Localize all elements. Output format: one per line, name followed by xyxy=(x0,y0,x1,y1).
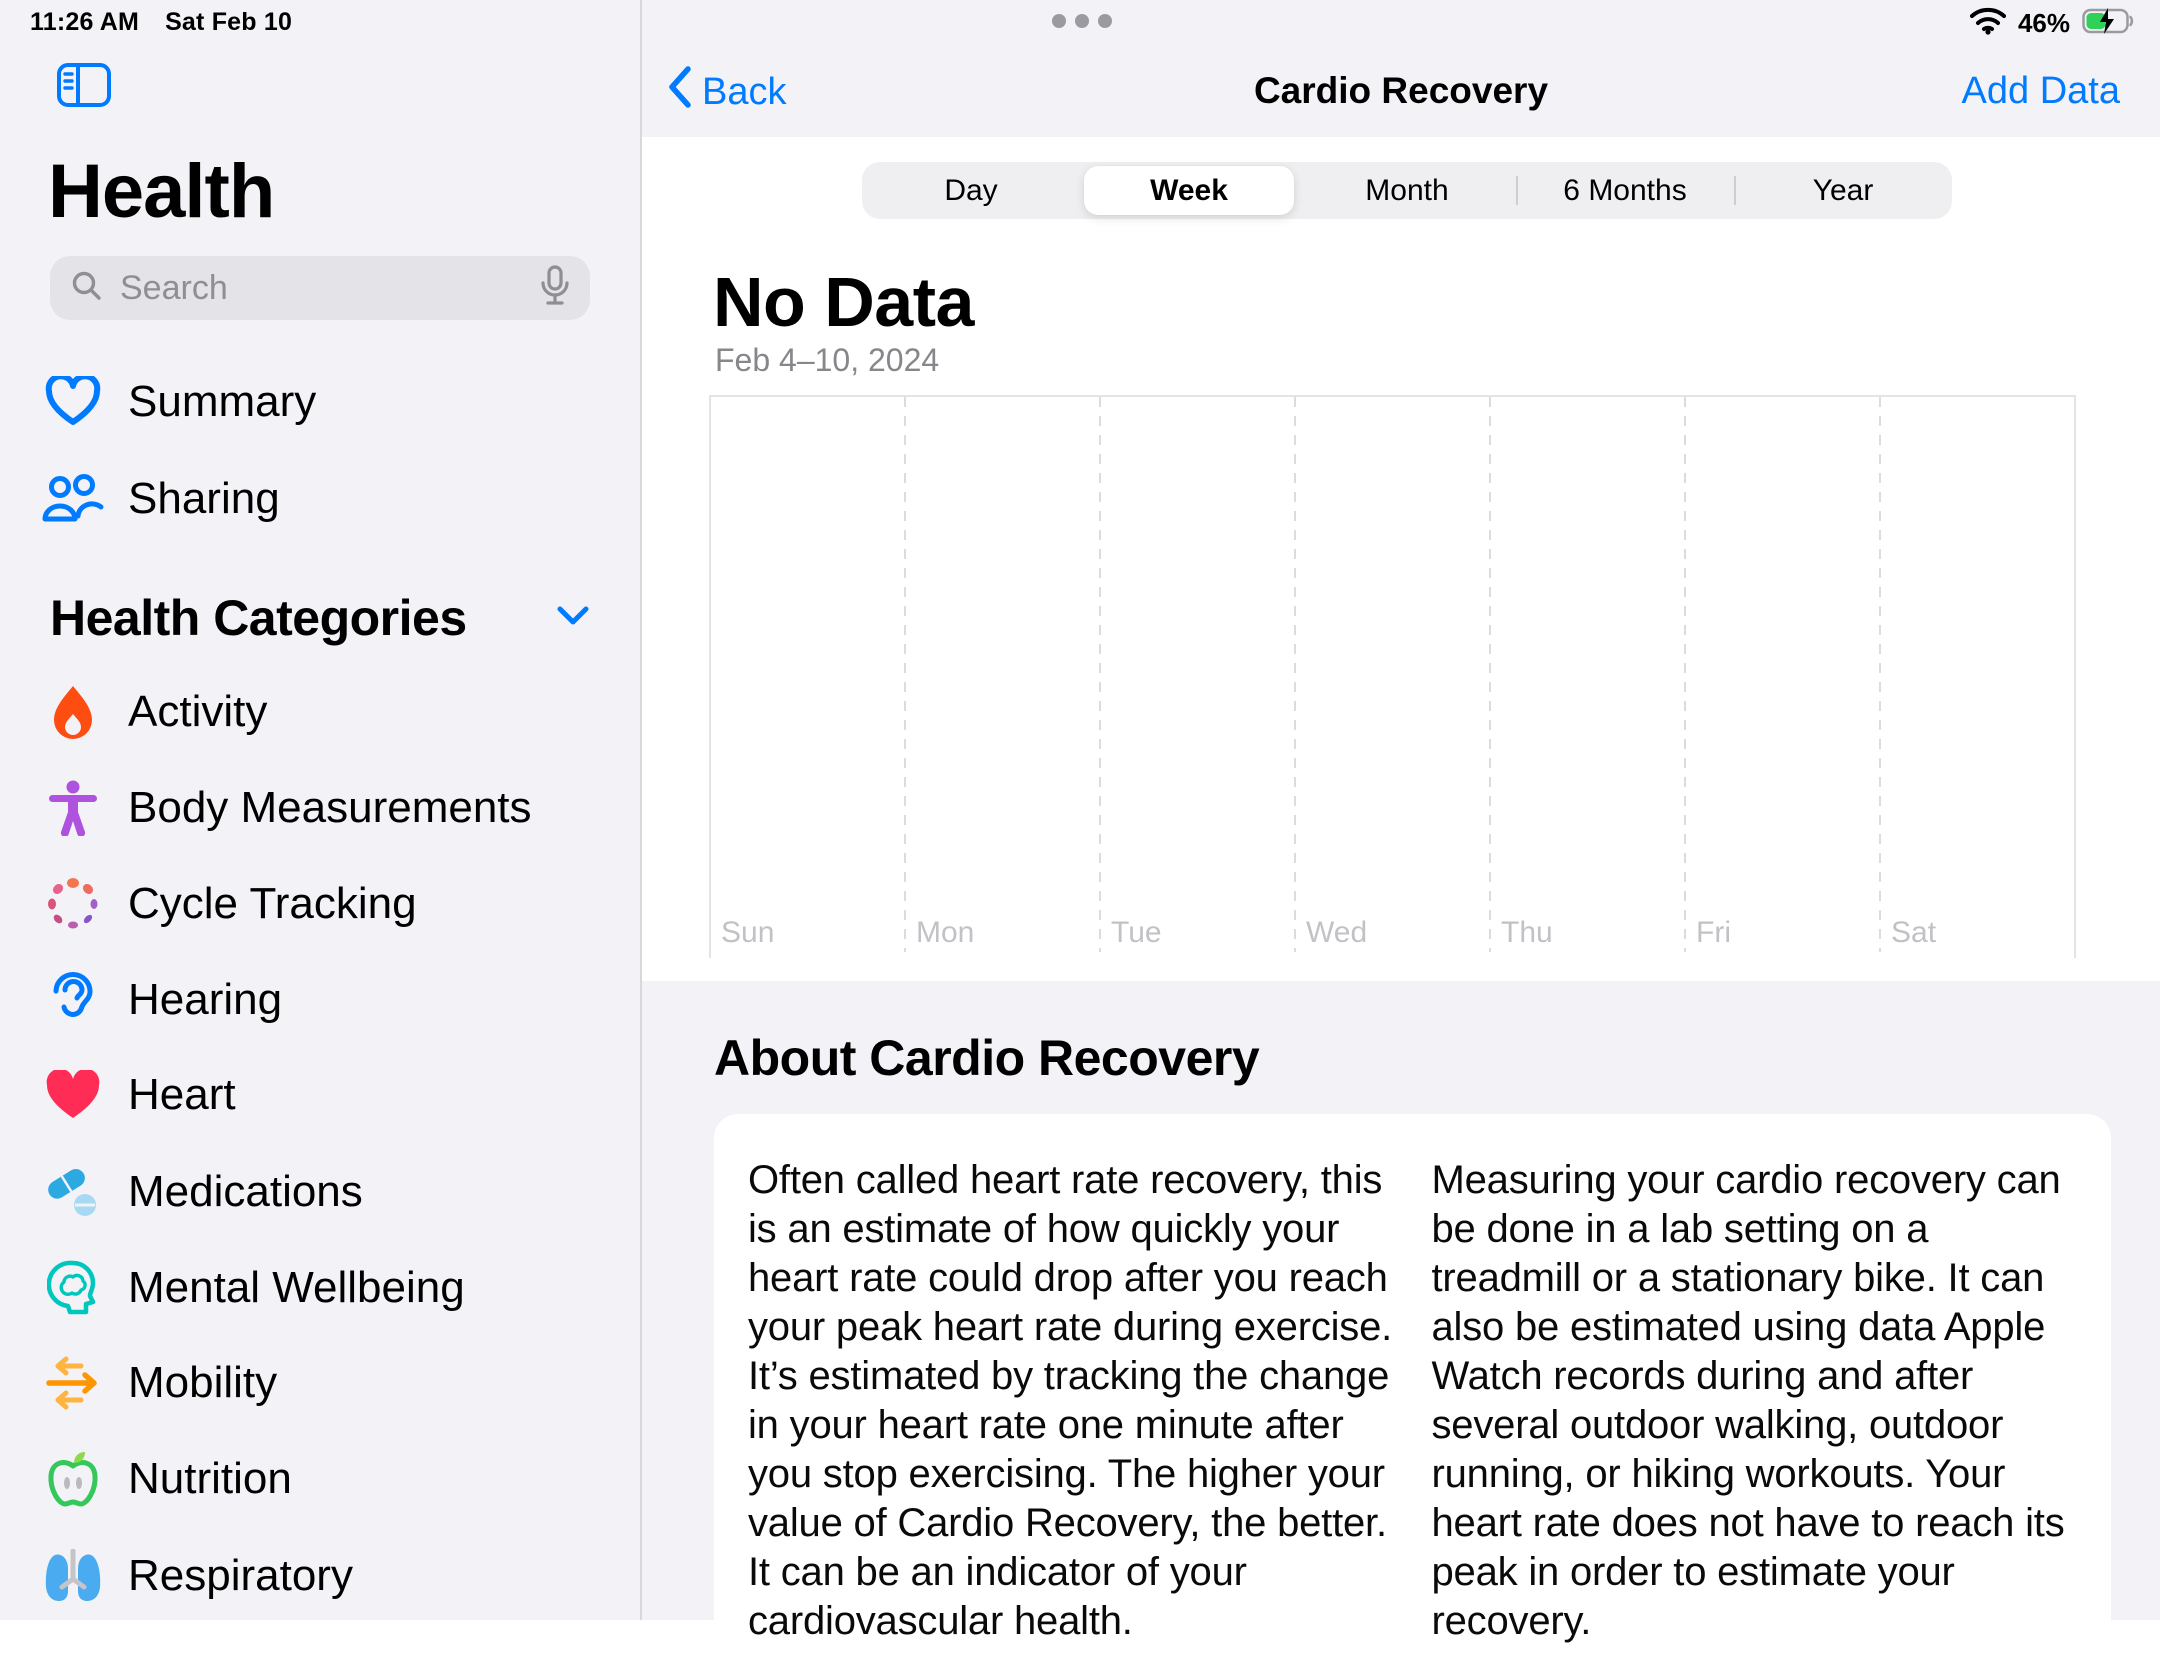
sidebar-item-label: Summary xyxy=(128,377,317,426)
lungs-icon xyxy=(36,1549,110,1603)
timeframe-segmented-control xyxy=(862,162,1952,219)
date-range-label: Feb 4–10, 2024 xyxy=(715,342,940,378)
arrows-icon xyxy=(36,1356,110,1410)
x-axis-label: Sat xyxy=(1891,916,1937,949)
sidebar-item-summary[interactable] xyxy=(36,368,606,436)
mind-icon xyxy=(36,1260,110,1316)
sidebar-item-label: Hearing xyxy=(128,975,283,1024)
sidebar-item-hearing[interactable] xyxy=(36,966,606,1034)
sidebar-toggle-button[interactable] xyxy=(56,62,112,108)
about-text-column-1: Often called heart rate recovery, this is an estimate of how quickly your heart rate could drop after you reach your peak heart rate during exercise. It’s estimated by tracking the change in your heart rate one minute after you stop exercising. The higher your value of Cardio Recovery, the better. It can be an indicator of your cardiovascular health. xyxy=(748,1158,1393,1643)
heart-outline-icon xyxy=(36,376,110,428)
clock-date: Sat Feb 10 xyxy=(165,8,293,36)
sidebar-item-label: Nutrition xyxy=(128,1454,292,1503)
battery-percent: 46% xyxy=(2017,8,2070,38)
page-title: Cardio Recovery xyxy=(1253,70,1549,111)
battery-charging-icon xyxy=(2082,6,2138,41)
sidebar-item-activity[interactable] xyxy=(36,678,606,746)
sidebar-item-label: Mobility xyxy=(128,1358,278,1407)
cycle-dots-icon xyxy=(36,876,110,932)
people-icon xyxy=(36,474,110,524)
detail-panel xyxy=(642,0,2160,1643)
x-axis-label: Thu xyxy=(1501,916,1553,949)
empty-state-title: No Data xyxy=(713,263,974,341)
chevron-down-icon[interactable] xyxy=(556,605,590,632)
flame-icon xyxy=(36,684,110,740)
search-input[interactable] xyxy=(50,256,590,320)
sidebar-item-mental-wellbeing[interactable] xyxy=(36,1254,606,1322)
pills-icon xyxy=(36,1165,110,1219)
segment-week[interactable]: Week xyxy=(1150,173,1228,207)
sidebar-item-label: Heart xyxy=(128,1070,236,1119)
segment-day[interactable]: Day xyxy=(944,173,998,207)
clock-time: 11:26 AM xyxy=(30,8,140,36)
weekly-chart[interactable] xyxy=(709,395,2076,958)
about-section xyxy=(642,981,2160,1643)
sidebar-item-cycle-tracking[interactable] xyxy=(36,870,606,938)
back-label: Back xyxy=(702,70,787,113)
x-axis-label: Wed xyxy=(1306,916,1368,949)
microphone-icon[interactable] xyxy=(540,265,570,312)
ear-icon xyxy=(36,971,110,1029)
sidebar-item-label: Sharing xyxy=(128,474,280,523)
sidebar xyxy=(0,0,642,1620)
segment-month[interactable]: Month xyxy=(1365,173,1449,207)
sidebar-item-body-measurements[interactable] xyxy=(36,774,606,842)
sidebar-item-medications[interactable] xyxy=(36,1158,606,1226)
sidebar-toggle-icon xyxy=(56,95,112,112)
status-bar-right xyxy=(1970,6,2138,41)
search-placeholder: Search xyxy=(120,268,228,307)
wifi-icon xyxy=(1970,7,2006,40)
health-categories-header[interactable] xyxy=(50,590,590,646)
about-card xyxy=(714,1114,2111,1674)
apple-icon xyxy=(36,1450,110,1508)
search-icon xyxy=(70,269,104,308)
app-title: Health xyxy=(48,149,275,234)
section-header-label: Health Categories xyxy=(50,590,467,646)
x-axis-label: Fri xyxy=(1696,916,1731,949)
sidebar-item-respiratory[interactable] xyxy=(36,1542,606,1610)
sidebar-item-heart[interactable] xyxy=(36,1061,606,1129)
sidebar-item-label: Cycle Tracking xyxy=(128,879,417,928)
sidebar-item-sharing[interactable] xyxy=(36,465,606,533)
about-section-title: About Cardio Recovery xyxy=(714,1030,1260,1086)
sidebar-item-nutrition[interactable] xyxy=(36,1445,606,1513)
navigation-bar xyxy=(642,0,2160,137)
sidebar-item-mobility[interactable] xyxy=(36,1349,606,1417)
status-bar-left xyxy=(30,8,292,37)
sidebar-item-label: Activity xyxy=(128,687,268,736)
day-gridline xyxy=(1489,397,1491,952)
day-gridline xyxy=(1294,397,1296,952)
x-axis-label: Tue xyxy=(1111,916,1162,949)
day-gridline xyxy=(1879,397,1881,952)
x-axis-label: Mon xyxy=(916,916,975,949)
day-gridline xyxy=(1684,397,1686,952)
multitasking-dots-icon[interactable] xyxy=(1052,14,1112,28)
segment-6-months[interactable]: 6 Months xyxy=(1563,173,1687,207)
day-gridline xyxy=(1099,397,1101,952)
sidebar-item-label: Mental Wellbeing xyxy=(128,1263,465,1312)
day-gridline xyxy=(904,397,906,952)
figure-icon xyxy=(36,780,110,836)
add-data-button[interactable]: Add Data xyxy=(1961,70,2120,112)
sidebar-item-label: Medications xyxy=(128,1167,363,1216)
segment-year[interactable]: Year xyxy=(1812,173,1874,207)
x-axis-label: Sun xyxy=(721,916,775,949)
sidebar-item-label: Respiratory xyxy=(128,1551,353,1600)
heart-filled-icon xyxy=(36,1070,110,1120)
sidebar-item-label: Body Measurements xyxy=(128,783,532,832)
about-text-column-2: Measuring your cardio recovery can be done in a lab setting on a treadmill or a stationary bike. It can also be estimated using data Apple Watch records during and after several outdoor walking, outdoor running, or hiking workouts. Your heart rate does not have to reach its peak in order to estimate your recovery. xyxy=(1431,1158,2065,1643)
